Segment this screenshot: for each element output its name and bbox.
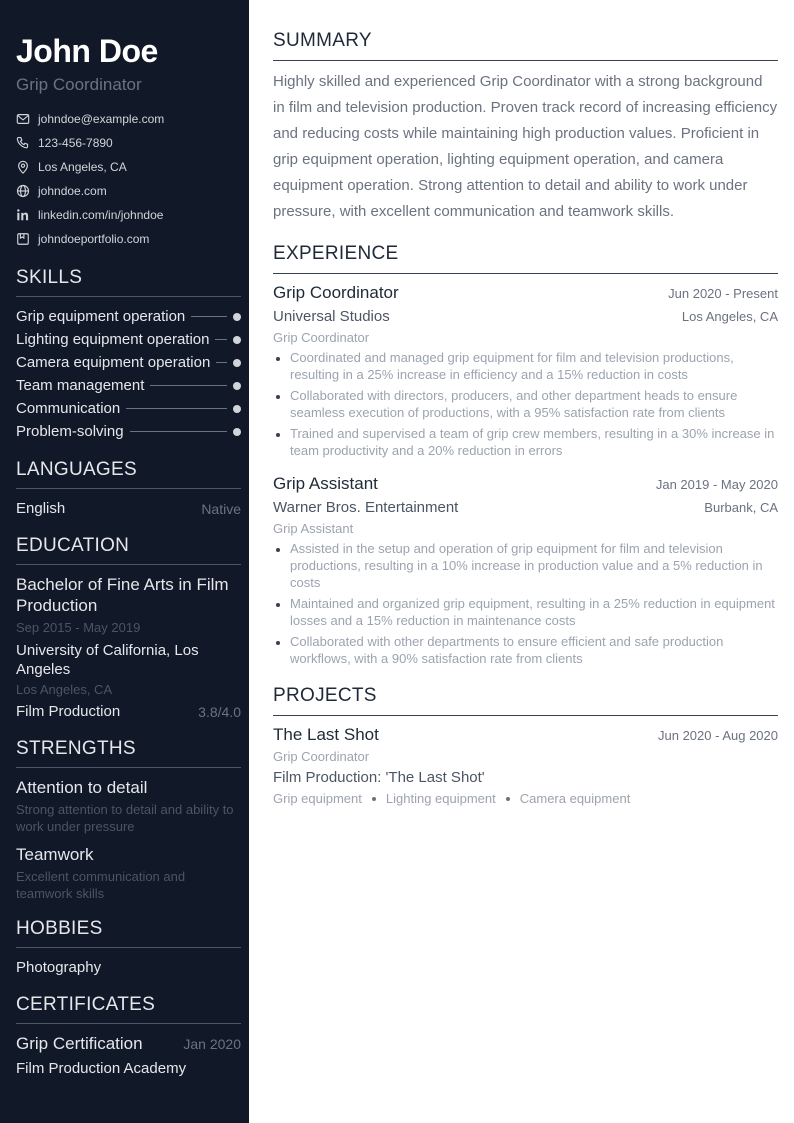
skill-level-dot bbox=[233, 336, 241, 344]
experience-heading: EXPERIENCE bbox=[273, 243, 778, 274]
job-entry bbox=[273, 282, 778, 459]
job-entry bbox=[273, 473, 778, 667]
job-title: Grip Coordinator bbox=[273, 283, 399, 302]
certificates-heading: CERTIFICATES bbox=[16, 994, 241, 1024]
education-heading: EDUCATION bbox=[16, 535, 241, 565]
education-field: Film Production bbox=[16, 703, 121, 720]
contact-location-text: Los Angeles, CA bbox=[38, 160, 127, 174]
portfolio-icon bbox=[16, 232, 30, 246]
job-bullets bbox=[273, 349, 778, 459]
summary-heading: SUMMARY bbox=[273, 30, 778, 61]
project-tag: Lighting equipment bbox=[385, 791, 496, 806]
contact-phone-text: 123-456-7890 bbox=[38, 136, 113, 150]
language-name: English bbox=[16, 500, 66, 517]
tag-separator bbox=[372, 797, 376, 801]
skills-heading: SKILLS bbox=[16, 267, 241, 297]
skills-list bbox=[16, 305, 241, 443]
skill-item bbox=[16, 305, 241, 328]
skill-rule bbox=[191, 316, 227, 317]
experience-section bbox=[273, 243, 778, 667]
projects-heading: PROJECTS bbox=[273, 685, 778, 716]
skill-item bbox=[16, 420, 241, 443]
certificate-date: Jan 2020 bbox=[183, 1036, 241, 1052]
project-role: Grip Coordinator bbox=[273, 749, 370, 764]
skill-label: Team management bbox=[16, 377, 145, 394]
certificate-item bbox=[16, 1034, 241, 1054]
skill-label: Problem-solving bbox=[16, 423, 124, 440]
contact-website[interactable] bbox=[16, 179, 241, 203]
skill-rule bbox=[215, 339, 227, 340]
tag-separator bbox=[506, 797, 510, 801]
project-entry bbox=[273, 724, 778, 808]
main-content bbox=[273, 30, 778, 808]
job-dates: Jun 2020 - Present bbox=[668, 286, 778, 301]
candidate-name: John Doe bbox=[16, 33, 158, 69]
job-location: Burbank, CA bbox=[704, 500, 778, 515]
education-dates: Sep 2015 - May 2019 bbox=[16, 620, 141, 635]
job-title: Grip Assistant bbox=[273, 474, 378, 493]
job-header bbox=[273, 282, 778, 304]
mail-icon bbox=[16, 112, 30, 126]
certificate-issuer: Film Production Academy bbox=[16, 1060, 187, 1077]
globe-icon bbox=[16, 184, 30, 198]
contact-email[interactable] bbox=[16, 107, 241, 131]
contact-website-text: johndoe.com bbox=[38, 184, 107, 198]
skill-label: Lighting equipment operation bbox=[16, 331, 210, 348]
contact-list bbox=[16, 107, 241, 251]
skill-item bbox=[16, 374, 241, 397]
education-gpa: 3.8/4.0 bbox=[198, 704, 241, 720]
sidebar bbox=[0, 0, 249, 1123]
education-school: University of California, Los Angeles bbox=[16, 642, 199, 678]
phone-icon bbox=[16, 136, 30, 150]
job-company: Universal Studios bbox=[273, 308, 390, 325]
strengths-heading: STRENGTHS bbox=[16, 738, 241, 768]
job-bullets bbox=[273, 540, 778, 667]
linkedin-icon bbox=[16, 208, 30, 222]
hobbies-heading: HOBBIES bbox=[16, 918, 241, 948]
job-location: Los Angeles, CA bbox=[681, 309, 778, 324]
job-dates: Jan 2019 - May 2020 bbox=[655, 477, 778, 492]
languages-heading: LANGUAGES bbox=[16, 459, 241, 489]
project-description: Film Production: 'The Last Shot' bbox=[273, 769, 485, 786]
project-tag: Camera equipment bbox=[519, 791, 631, 806]
summary-text: Highly skilled and experienced Grip Coordinator with a strong background in film and television production. Proven track record of increasing efficiency and reducing costs while maintaining high production values. Proficient in grip equipment operation, lighting equipment operation, and camera equipment operation. Strong attention to detail and ability to work under pressure, with excellent communication and teamwork skills. bbox=[273, 73, 778, 220]
skill-rule bbox=[130, 431, 227, 432]
job-role: Grip Coordinator bbox=[273, 330, 370, 345]
skill-label: Grip equipment operation bbox=[16, 308, 186, 325]
job-bullet: Maintained and organized grip equipment, resulting in a 25% reduction in equipment losses and a 15% reduction in maintenance costs bbox=[273, 595, 778, 629]
job-bullet: Collaborated with other departments to ensure efficient and safe production workflows, with a 90% satisfaction rate from clients bbox=[273, 633, 778, 667]
job-company-row bbox=[273, 495, 778, 518]
job-company: Warner Bros. Entertainment bbox=[273, 499, 459, 516]
language-level: Native bbox=[201, 501, 241, 517]
strength-description: Excellent communication and teamwork skills bbox=[16, 869, 186, 901]
job-company-row bbox=[273, 304, 778, 327]
projects-section bbox=[273, 685, 778, 808]
contact-email-text: johndoe@example.com bbox=[38, 112, 165, 126]
project-dates: Jun 2020 - Aug 2020 bbox=[658, 728, 778, 743]
job-role: Grip Assistant bbox=[273, 521, 354, 536]
project-tag: Grip equipment bbox=[273, 791, 362, 806]
skill-rule bbox=[150, 385, 227, 386]
job-header bbox=[273, 473, 778, 495]
skill-label: Camera equipment operation bbox=[16, 354, 211, 371]
strength-title: Attention to detail bbox=[16, 778, 148, 797]
location-icon bbox=[16, 160, 30, 174]
education-location: Los Angeles, CA bbox=[16, 682, 113, 697]
certificate-name: Grip Certification bbox=[16, 1034, 143, 1053]
contact-portfolio-text: johndoeportfolio.com bbox=[38, 232, 150, 246]
skill-item bbox=[16, 328, 241, 351]
candidate-title: Grip Coordinator bbox=[16, 75, 142, 94]
contact-linkedin-text: linkedin.com/in/johndoe bbox=[38, 208, 164, 222]
skill-item bbox=[16, 397, 241, 420]
hobby-item: Photography bbox=[16, 959, 102, 976]
job-bullet: Assisted in the setup and operation of grip equipment for film and television productions, resulting in a 10% increase in production value and a 5% reduction in costs bbox=[273, 540, 778, 591]
education-degree: Bachelor of Fine Arts in Film Production bbox=[16, 575, 229, 615]
project-title: The Last Shot bbox=[273, 725, 379, 744]
contact-linkedin[interactable] bbox=[16, 203, 241, 227]
skill-level-dot bbox=[233, 382, 241, 390]
skill-item bbox=[16, 351, 241, 374]
skill-rule bbox=[126, 408, 227, 409]
contact-phone[interactable] bbox=[16, 131, 241, 155]
skill-level-dot bbox=[233, 313, 241, 321]
job-bullet: Trained and supervised a team of grip crew members, resulting in a 30% increase in team productivity and a 20% reduction in errors bbox=[273, 425, 778, 459]
skill-level-dot bbox=[233, 359, 241, 367]
skill-label: Communication bbox=[16, 400, 121, 417]
job-bullet: Collaborated with directors, producers, and other department heads to ensure seamless execution of productions, with a 95% satisfaction rate from clients bbox=[273, 387, 778, 421]
contact-location bbox=[16, 155, 241, 179]
education-field-row bbox=[16, 702, 241, 722]
skill-level-dot bbox=[233, 428, 241, 436]
strength-title: Teamwork bbox=[16, 845, 94, 864]
project-header bbox=[273, 724, 778, 746]
contact-portfolio[interactable] bbox=[16, 227, 241, 251]
project-tags bbox=[273, 790, 778, 808]
skill-rule bbox=[216, 362, 227, 363]
strength-description: Strong attention to detail and ability to work under pressure bbox=[16, 802, 234, 834]
skill-level-dot bbox=[233, 405, 241, 413]
language-item bbox=[16, 499, 241, 519]
job-bullet: Coordinated and managed grip equipment for film and television productions, resulting in a 25% increase in efficiency and a 15% reduction in costs bbox=[273, 349, 778, 383]
